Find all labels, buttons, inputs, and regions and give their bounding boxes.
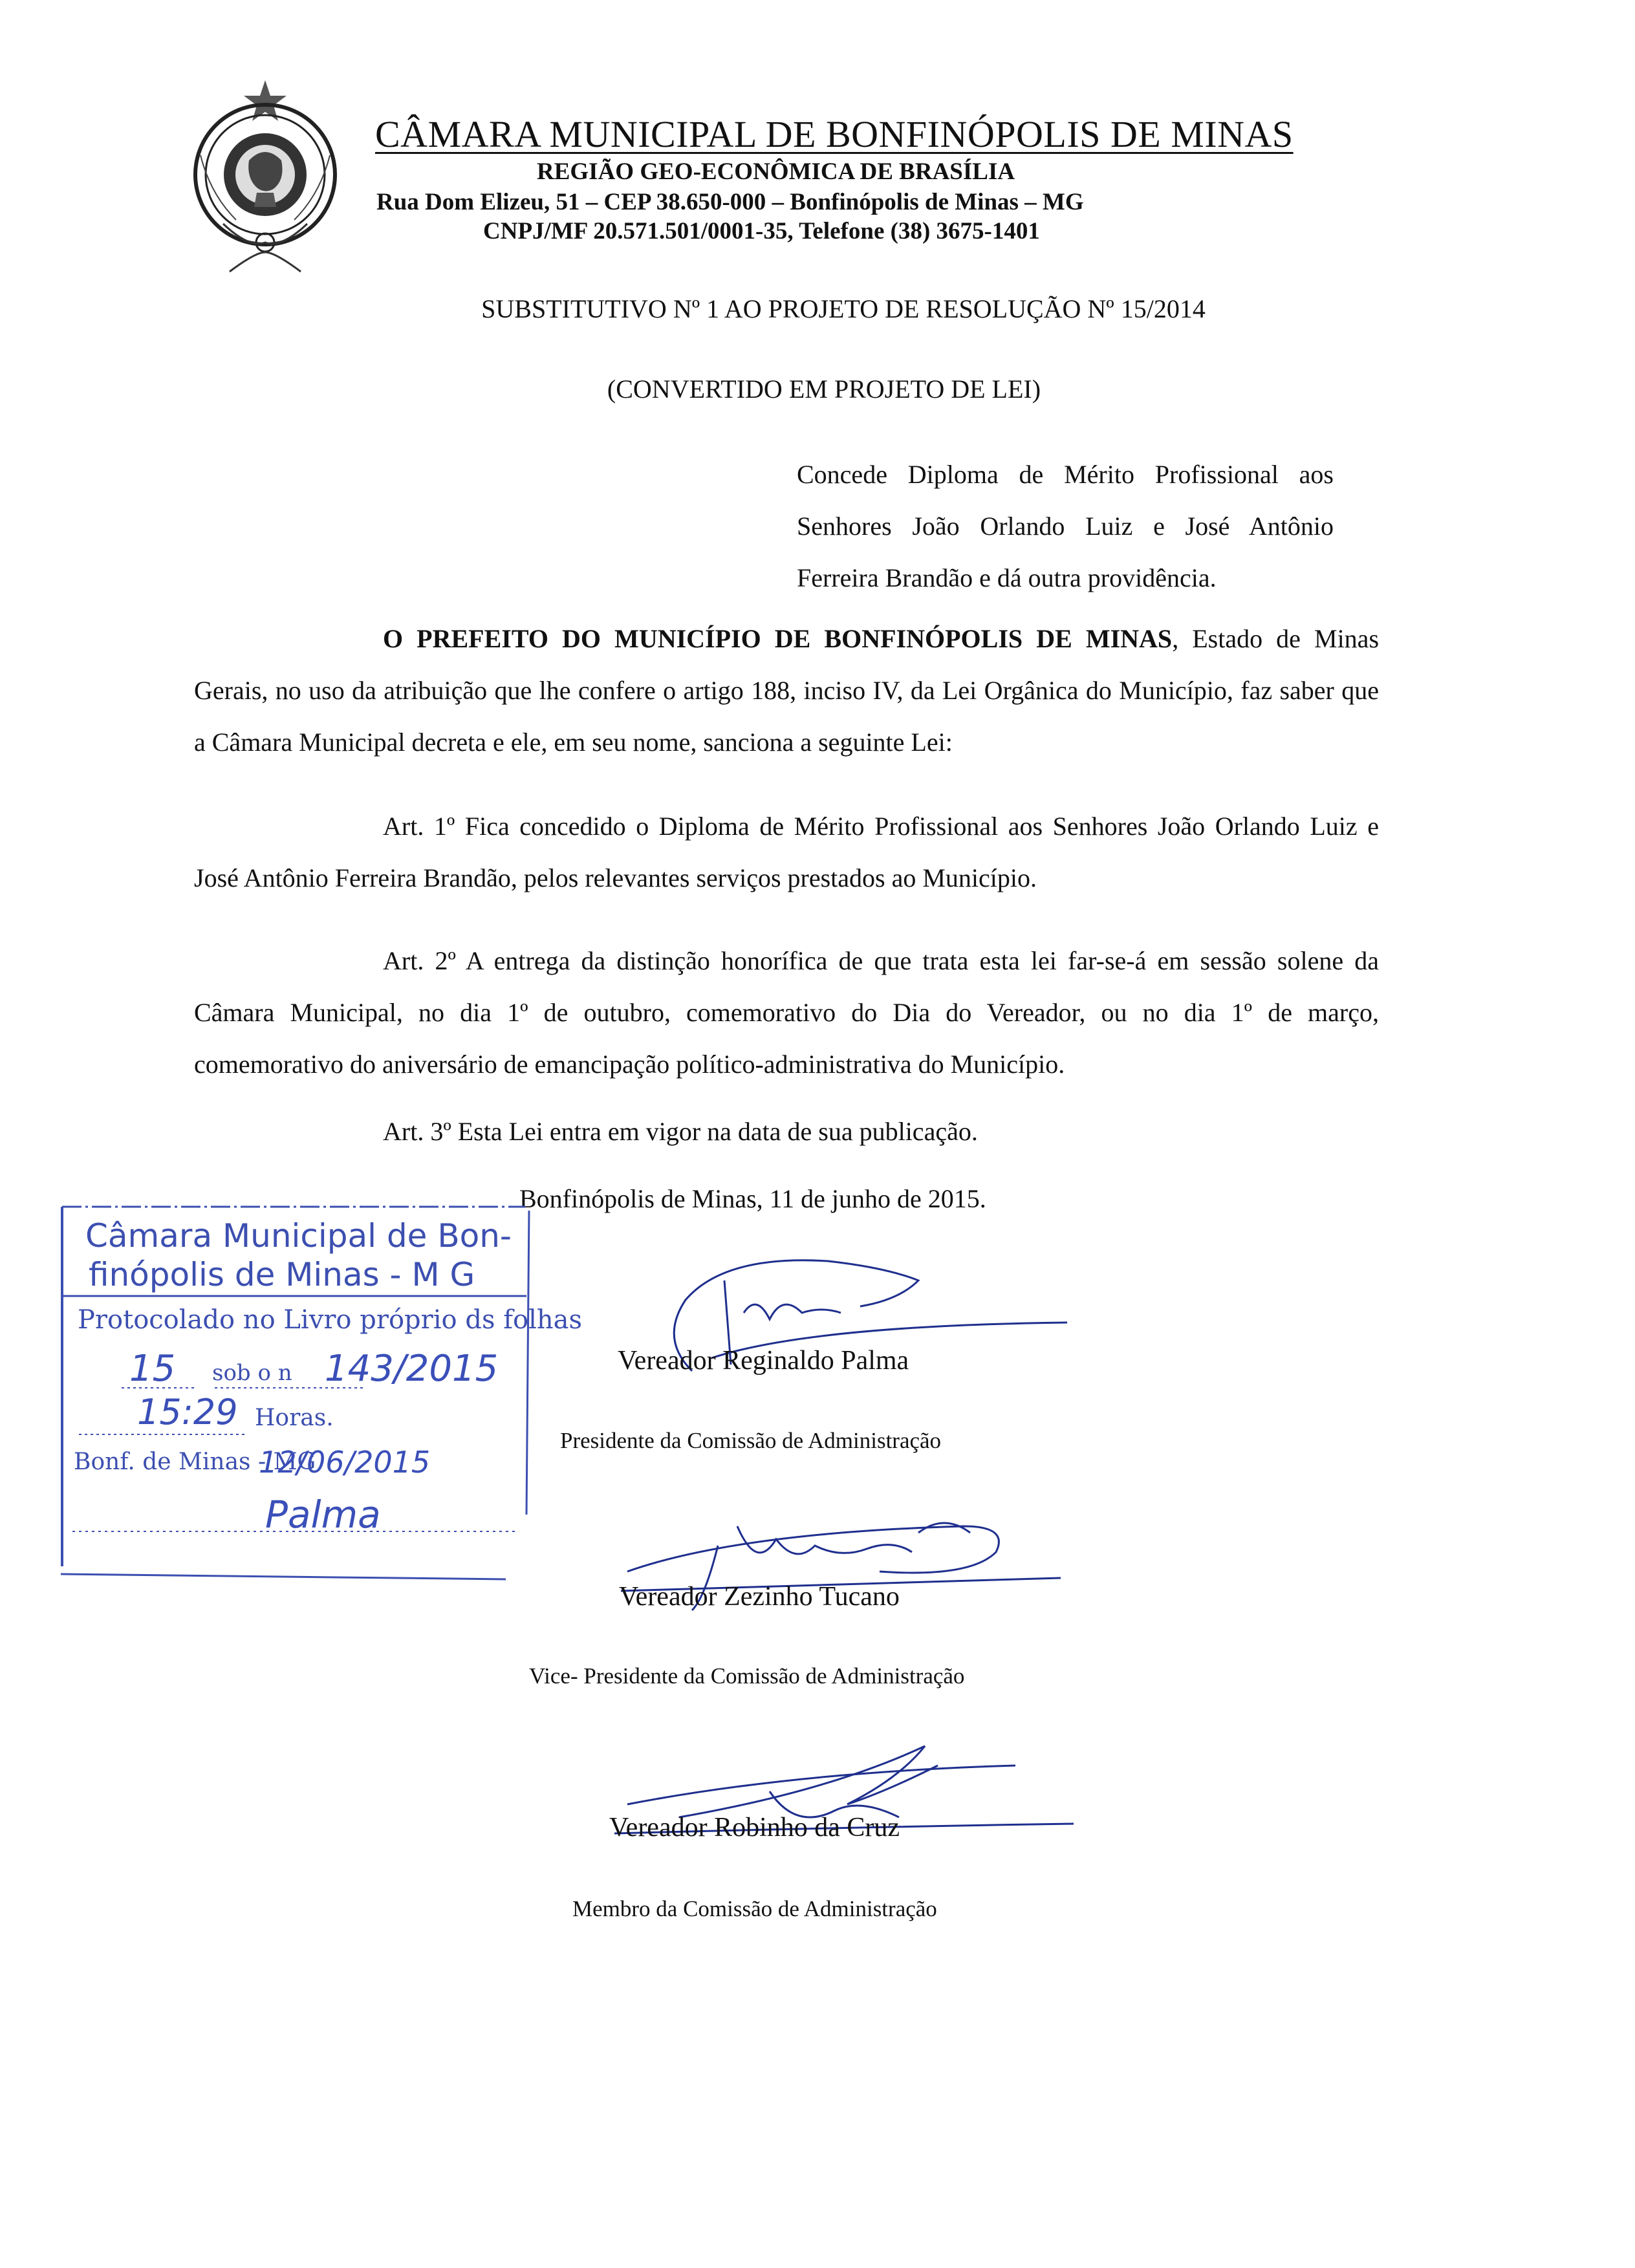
- article-1: Art. 1º Fica concedido o Diploma de Mérito Profissional aos Senhores João Orlando Luiz e José Antônio Ferreira Brandão, pelos relevantes serviços prestados ao Município.: [194, 812, 1379, 892]
- region-line: REGIÃO GEO-ECONÔMICA DE BRASÍLIA: [537, 158, 1015, 185]
- stamp-handwritten-date: 12/06/2015: [259, 1445, 431, 1480]
- preamble-text: , Estado de Minas Gerais, no uso da atribuição que lhe confere o artigo 188, inciso IV, da Lei Orgânica do Município, faz saber que a Câmara Municipal decreta e ele, em seu nome, sanciona a seguinte Lei:: [194, 624, 1380, 757]
- place-and-date: Bonfinópolis de Minas, 11 de junho de 2015.: [519, 1184, 986, 1213]
- stamp-line-1: Câmara Municipal de Bon-: [85, 1217, 512, 1255]
- preamble: [194, 613, 1379, 768]
- signatory-2-role: Vice- Presidente da Comissão de Administração: [529, 1663, 965, 1689]
- stamp-handwritten-initials: Palma: [265, 1493, 381, 1537]
- signatory-3-name: Vereador Robinho da Cruz: [609, 1813, 900, 1842]
- address-line: Rua Dom Elizeu, 51 – CEP 38.650-000 – Bonfinópolis de Minas – MG: [376, 189, 1084, 215]
- stamp-line-5: Horas.: [255, 1405, 334, 1431]
- stamp-line-4: sob o n: [212, 1360, 292, 1386]
- protocol-stamp: [60, 1204, 583, 1592]
- stamp-line-2: finópolis de Minas - M G: [89, 1256, 475, 1293]
- stamp-handwritten-hour: 15:29: [137, 1392, 238, 1432]
- preamble-authority: O PREFEITO DO MUNICÍPIO DE BONFINÓPOLIS DE MINAS: [383, 624, 1173, 653]
- document-subtitle: (CONVERTIDO EM PROJETO DE LEI): [607, 374, 1041, 404]
- institution-name: CÂMARA MUNICIPAL DE BONFINÓPOLIS DE MINAS: [375, 113, 1294, 155]
- contact-line: CNPJ/MF 20.571.501/0001-35, Telefone (38) 3675-1401: [483, 218, 1040, 244]
- stamp-line-6: Bonf. de Minas - MG: [74, 1449, 316, 1475]
- signatory-3-role: Membro da Comissão de Administração: [572, 1896, 937, 1921]
- signatory-1-name: Vereador Reginaldo Palma: [618, 1346, 909, 1376]
- signatory-2-name: Vereador Zezinho Tucano: [619, 1582, 900, 1612]
- stamp-handwritten-folhas: 15: [129, 1348, 176, 1390]
- municipal-coat-of-arms: [184, 78, 346, 278]
- stamp-handwritten-number: 143/2015: [325, 1348, 499, 1390]
- signatory-1-role: Presidente da Comissão de Administração: [560, 1428, 942, 1453]
- article-3: Art. 3º Esta Lei entra em vigor na data de sua publicação.: [383, 1117, 978, 1146]
- ementa: Concede Diploma de Mérito Profissional aos Senhores João Orlando Luiz e José Antônio Ferreira Brandão e dá outra providência.: [797, 460, 1334, 592]
- article-2: Art. 2º A entrega da distinção honorífica de que trata esta lei far-se-á em sessão solene da Câmara Municipal, no dia 1º de outubro, comemorativo do Dia do Vereador, ou no dia 1º de março, comemorativo do aniversário de emancipação político-administrativa do Município.: [194, 946, 1379, 1079]
- stamp-line-3: Protocolado no Livro próprio ds folhas: [78, 1305, 583, 1335]
- document-title: SUBSTITUTIVO Nº 1 AO PROJETO DE RESOLUÇÃO Nº 15/2014: [481, 294, 1206, 323]
